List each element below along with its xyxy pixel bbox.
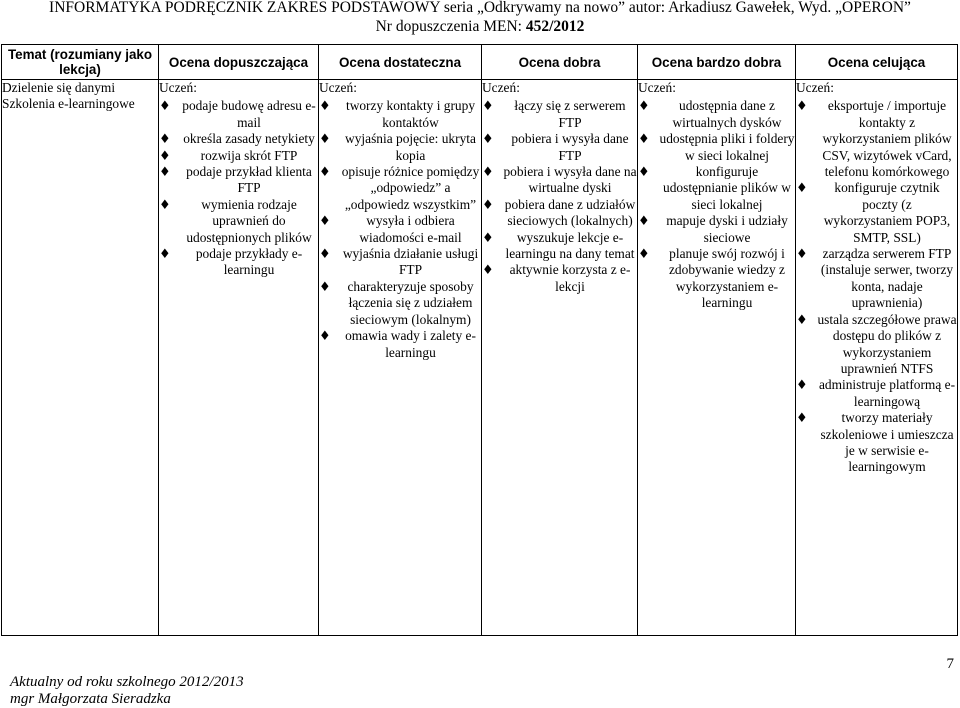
diamond-bullet-icon: ♦ (482, 197, 494, 213)
diamond-bullet-icon: ♦ (796, 411, 808, 427)
requirement-text: wyjaśnia działanie usługi FTP (342, 246, 479, 278)
requirement-text: zarządza serwerem FTP (instaluje serwer, tworzy konta, nadaje uprawnienia) (820, 246, 954, 311)
list-item (319, 131, 481, 164)
diamond-bullet-icon: ♦ (796, 247, 808, 263)
diamond-bullet-icon: ♦ (159, 132, 171, 148)
diamond-bullet-icon: ♦ (482, 263, 494, 279)
diamond-bullet-icon: ♦ (319, 329, 331, 345)
requirement-text: tworzy kontakty i grupy kontaktów (345, 98, 476, 130)
list-item (796, 377, 957, 410)
requirement-text: ustala szczegółowe prawa dostępu do plików z wykorzystaniem uprawnień NTFS (817, 311, 957, 376)
diamond-bullet-icon: ♦ (319, 132, 331, 148)
requirements-table (1, 44, 958, 636)
requirement-text: konfiguruje udostępnianie plików w sieci lokalnej (663, 164, 791, 212)
requirement-text: aktywnie korzysta z e-lekcji (509, 262, 631, 294)
list-item (482, 164, 637, 197)
diamond-bullet-icon: ♦ (482, 132, 494, 148)
list-item (159, 197, 318, 246)
requirement-text: omawia wady i zalety e-learningu (345, 328, 476, 360)
diamond-bullet-icon: ♦ (796, 99, 808, 115)
requirement-list (482, 98, 637, 295)
footer-valid-from: Aktualny od roku szkolnego 2012/2013 (10, 674, 244, 690)
student-label: Uczeń: (482, 80, 520, 95)
list-item (319, 279, 481, 328)
diamond-bullet-icon: ♦ (319, 99, 331, 115)
list-item (159, 131, 318, 147)
list-item (319, 246, 481, 279)
requirement-list (319, 98, 481, 361)
requirement-text: podaje budowę adresu e-mail (182, 98, 316, 130)
document-header-approval (0, 17, 960, 36)
level-cell (159, 80, 319, 636)
requirement-text: planuje swój rozwój i zdobywanie wiedzy z wykorzystaniem e-learningu (668, 246, 785, 311)
diamond-bullet-icon: ♦ (796, 312, 808, 328)
list-item (482, 230, 637, 263)
diamond-bullet-icon: ♦ (159, 197, 171, 213)
table-row (2, 80, 958, 636)
diamond-bullet-icon: ♦ (482, 165, 494, 181)
level-cell (319, 80, 482, 636)
requirement-text: administruje platformą e-learningową (818, 377, 956, 409)
list-item (159, 246, 318, 279)
list-item (638, 213, 795, 246)
table-header-row (2, 45, 958, 80)
requirement-text: tworzy materiały szkoleniowe i umieszcza je w serwisie e-learningowym (820, 410, 954, 475)
list-item (638, 164, 795, 213)
list-item (796, 312, 957, 378)
requirement-text: wyjaśnia pojęcie: ukryta kopia (345, 131, 476, 163)
list-item (796, 180, 957, 246)
requirement-list (159, 98, 318, 278)
topic-column-header: Temat (rozumiany jako lekcja) (2, 45, 159, 80)
requirement-text: wyszukuje lekcje e-learningu na dany temat (505, 229, 635, 262)
level-header-1: Ocena dopuszczająca (159, 45, 319, 80)
student-label: Uczeń: (796, 80, 834, 95)
list-item (482, 131, 637, 164)
list-item (159, 164, 318, 197)
diamond-bullet-icon: ♦ (319, 214, 331, 230)
requirement-text: eksportuje / importuje kontakty z wykorzystaniem plików CSV, wizytówek vCard, telefonu komórkowego (822, 98, 952, 180)
requirement-text: pobiera dane z udziałów sieciowych (lokalnych) (504, 196, 636, 229)
requirement-text: wysyła i odbiera wiadomości e-mail (359, 213, 462, 245)
diamond-bullet-icon: ♦ (796, 378, 808, 394)
level-header-2: Ocena dostateczna (319, 45, 482, 80)
requirement-text: rozwija skrót FTP (200, 147, 298, 163)
diamond-bullet-icon: ♦ (796, 181, 808, 197)
list-item (319, 328, 481, 361)
list-item (638, 246, 795, 312)
approval-prefix: Nr dopuszczenia MEN: (375, 18, 526, 35)
requirement-text: udostępnia dane z wirtualnych dysków (672, 98, 782, 130)
list-item (796, 98, 957, 180)
requirement-text: łączy się z serwerem FTP (514, 98, 626, 130)
diamond-bullet-icon: ♦ (638, 214, 650, 230)
list-item (319, 213, 481, 246)
level-header-4: Ocena bardzo dobra (638, 45, 796, 80)
list-item (319, 98, 481, 131)
student-label: Uczeń: (159, 80, 197, 95)
requirement-text: opisuje różnice pomiędzy „odpowiedz” a „odpowiedz wszystkim” (341, 164, 480, 212)
requirement-text: pobiera i wysyła dane na wirtualne dyski (503, 164, 637, 196)
diamond-bullet-icon: ♦ (159, 99, 171, 115)
list-item (638, 131, 795, 164)
level-cell (482, 80, 638, 636)
requirement-text: charakteryzuje sposoby łączenia się z udziałem sieciowym (lokalnym) (347, 278, 474, 327)
document-header-title: INFORMATYKA PODRĘCZNIK ZAKRES PODSTAWOWY seria „Odkrywamy na nowo” autor: Arkadiusz Gawełek, Wyd. „OPERON” (49, 0, 911, 16)
list-item (638, 98, 795, 131)
requirement-text: wymienia rodzaje uprawnień do udostępnionych plików (186, 196, 312, 245)
requirement-text: podaje przykład klienta FTP (186, 164, 312, 196)
requirement-text: pobiera i wysyła dane FTP (511, 131, 629, 163)
topic-cell: Dzielenie się danymi Szkolenia e-learningowe (2, 80, 159, 636)
requirement-list (638, 98, 795, 311)
diamond-bullet-icon: ♦ (159, 247, 171, 263)
list-item (482, 262, 637, 295)
diamond-bullet-icon: ♦ (482, 99, 494, 115)
page-number: 7 (946, 656, 954, 672)
diamond-bullet-icon: ♦ (319, 247, 331, 263)
list-item (159, 148, 318, 164)
list-item (319, 164, 481, 213)
diamond-bullet-icon: ♦ (319, 165, 331, 181)
footer-author: mgr Małgorzata Sieradzka (10, 691, 171, 707)
student-label: Uczeń: (319, 80, 357, 95)
diamond-bullet-icon: ♦ (638, 99, 650, 115)
level-cell (796, 80, 958, 636)
list-item (796, 410, 957, 476)
diamond-bullet-icon: ♦ (319, 279, 331, 295)
requirement-text: określa zasady netykiety (183, 131, 315, 147)
level-cell (638, 80, 796, 636)
diamond-bullet-icon: ♦ (638, 132, 650, 148)
requirement-list (796, 98, 957, 475)
diamond-bullet-icon: ♦ (482, 230, 494, 246)
requirement-text: podaje przykłady e-learningu (195, 246, 303, 278)
requirement-text: udostępnia pliki i foldery w sieci lokalnej (659, 131, 795, 163)
diamond-bullet-icon: ♦ (638, 247, 650, 263)
list-item (482, 197, 637, 230)
level-header-3: Ocena dobra (482, 45, 638, 80)
list-item (159, 98, 318, 131)
diamond-bullet-icon: ♦ (159, 165, 171, 181)
list-item (796, 246, 957, 312)
requirement-text: mapuje dyski i udziały sieciowe (666, 213, 788, 245)
diamond-bullet-icon: ♦ (159, 148, 171, 164)
approval-number: 452/2012 (525, 18, 585, 35)
requirement-text: konfiguruje czytnik poczty (z wykorzystaniem POP3, SMTP, SSL) (823, 180, 951, 245)
diamond-bullet-icon: ♦ (638, 165, 650, 181)
level-header-5: Ocena celująca (796, 45, 958, 80)
student-label: Uczeń: (638, 80, 676, 95)
list-item (482, 98, 637, 131)
